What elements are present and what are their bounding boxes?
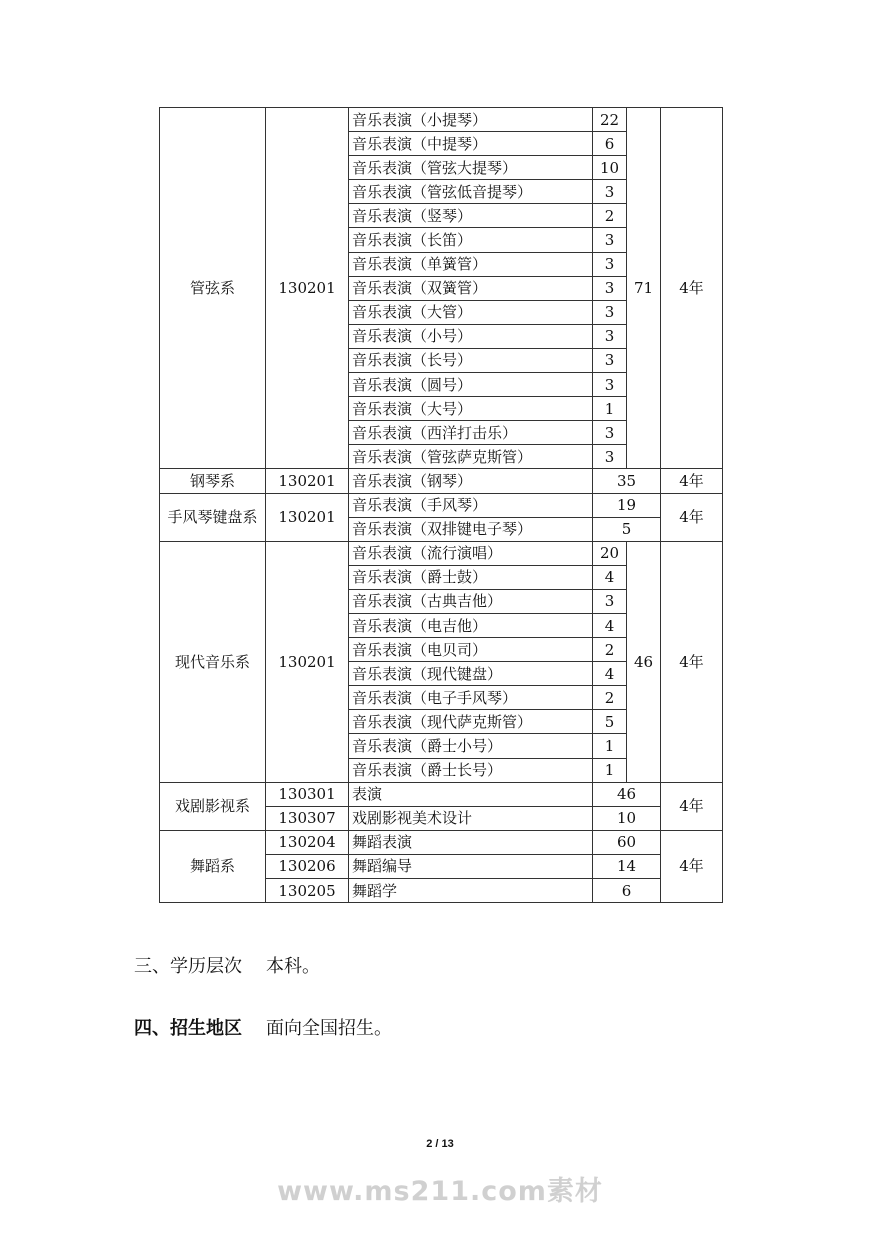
count-cell: 5 bbox=[593, 517, 661, 541]
major-name-cell: 音乐表演（单簧管） bbox=[349, 252, 593, 276]
count-cell: 3 bbox=[593, 300, 627, 324]
major-name-cell: 音乐表演（爵士小号） bbox=[349, 734, 593, 758]
count-cell: 19 bbox=[593, 493, 661, 517]
major-code-cell: 130206 bbox=[266, 854, 349, 878]
dept-cell: 舞蹈系 bbox=[160, 830, 266, 902]
count-cell: 1 bbox=[593, 397, 627, 421]
dept-cell: 戏剧影视系 bbox=[160, 782, 266, 830]
count-cell: 2 bbox=[593, 204, 627, 228]
major-code-cell: 130201 bbox=[266, 469, 349, 493]
count-cell: 1 bbox=[593, 758, 627, 782]
table-row bbox=[160, 108, 723, 132]
major-name-cell: 舞蹈学 bbox=[349, 879, 593, 903]
count-cell: 22 bbox=[593, 108, 627, 132]
dept-cell: 现代音乐系 bbox=[160, 541, 266, 782]
major-name-cell: 音乐表演（大管） bbox=[349, 300, 593, 324]
major-code-cell: 130301 bbox=[266, 782, 349, 806]
years-cell: 4年 bbox=[661, 108, 723, 469]
table-row bbox=[160, 493, 723, 517]
count-cell: 3 bbox=[593, 324, 627, 348]
section-heading: 三、学历层次 bbox=[134, 956, 242, 977]
major-name-cell: 音乐表演（大号） bbox=[349, 397, 593, 421]
dept-cell: 手风琴键盘系 bbox=[160, 493, 266, 541]
count-cell: 3 bbox=[593, 348, 627, 372]
major-name-cell: 音乐表演（双排键电子琴） bbox=[349, 517, 593, 541]
count-cell: 3 bbox=[593, 228, 627, 252]
watermark: www.ms211.com素材 bbox=[277, 1176, 603, 1207]
major-name-cell: 音乐表演（管弦大提琴） bbox=[349, 156, 593, 180]
years-cell: 4年 bbox=[661, 782, 723, 830]
major-code-cell: 130201 bbox=[266, 493, 349, 541]
major-name-cell: 音乐表演（双簧管） bbox=[349, 276, 593, 300]
major-name-cell: 音乐表演（手风琴） bbox=[349, 493, 593, 517]
years-cell: 4年 bbox=[661, 469, 723, 493]
major-code-cell: 130205 bbox=[266, 879, 349, 903]
major-name-cell: 戏剧影视美术设计 bbox=[349, 806, 593, 830]
major-name-cell: 音乐表演（小提琴） bbox=[349, 108, 593, 132]
major-name-cell: 舞蹈表演 bbox=[349, 830, 593, 854]
major-code-cell: 130307 bbox=[266, 806, 349, 830]
count-cell: 3 bbox=[593, 589, 627, 613]
major-name-cell: 音乐表演（中提琴） bbox=[349, 132, 593, 156]
count-cell: 20 bbox=[593, 541, 627, 565]
count-cell: 3 bbox=[593, 373, 627, 397]
table-row bbox=[160, 782, 723, 806]
major-name-cell: 音乐表演（管弦萨克斯管） bbox=[349, 445, 593, 469]
education-level-section bbox=[134, 952, 320, 978]
section-heading: 四、招生地区 bbox=[134, 1018, 242, 1039]
count-cell: 6 bbox=[593, 132, 627, 156]
dept-cell: 管弦系 bbox=[160, 108, 266, 469]
admission-table bbox=[159, 107, 723, 903]
years-cell: 4年 bbox=[661, 493, 723, 541]
major-name-cell: 音乐表演（钢琴） bbox=[349, 469, 593, 493]
major-name-cell: 音乐表演（现代萨克斯管） bbox=[349, 710, 593, 734]
major-name-cell: 音乐表演（流行演唱） bbox=[349, 541, 593, 565]
total-count-cell: 46 bbox=[627, 541, 661, 782]
count-cell: 2 bbox=[593, 638, 627, 662]
count-cell: 3 bbox=[593, 421, 627, 445]
count-cell: 6 bbox=[593, 879, 661, 903]
major-name-cell: 音乐表演（小号） bbox=[349, 324, 593, 348]
count-cell: 60 bbox=[593, 830, 661, 854]
count-cell: 46 bbox=[593, 782, 661, 806]
major-name-cell: 音乐表演（管弦低音提琴） bbox=[349, 180, 593, 204]
major-name-cell: 音乐表演（长笛） bbox=[349, 228, 593, 252]
table-row bbox=[160, 469, 723, 493]
major-name-cell: 音乐表演（现代键盘） bbox=[349, 662, 593, 686]
count-cell: 5 bbox=[593, 710, 627, 734]
major-code-cell: 130201 bbox=[266, 108, 349, 469]
major-name-cell: 音乐表演（电吉他） bbox=[349, 613, 593, 637]
total-count-cell: 71 bbox=[627, 108, 661, 469]
dept-cell: 钢琴系 bbox=[160, 469, 266, 493]
count-cell: 10 bbox=[593, 806, 661, 830]
count-cell: 10 bbox=[593, 156, 627, 180]
major-name-cell: 音乐表演（西洋打击乐） bbox=[349, 421, 593, 445]
enrollment-region-section bbox=[134, 1014, 392, 1040]
section-value: 面向全国招生。 bbox=[266, 1018, 392, 1039]
count-cell: 3 bbox=[593, 276, 627, 300]
count-cell: 3 bbox=[593, 252, 627, 276]
major-name-cell: 音乐表演（长号） bbox=[349, 348, 593, 372]
major-name-cell: 表演 bbox=[349, 782, 593, 806]
count-cell: 2 bbox=[593, 686, 627, 710]
major-name-cell: 音乐表演（古典吉他） bbox=[349, 589, 593, 613]
count-cell: 1 bbox=[593, 734, 627, 758]
count-cell: 3 bbox=[593, 445, 627, 469]
table-row bbox=[160, 541, 723, 565]
years-cell: 4年 bbox=[661, 541, 723, 782]
page-number: 2 / 13 bbox=[426, 1138, 454, 1150]
major-code-cell: 130201 bbox=[266, 541, 349, 782]
table-row bbox=[160, 830, 723, 854]
major-name-cell: 音乐表演（圆号） bbox=[349, 373, 593, 397]
count-cell: 14 bbox=[593, 854, 661, 878]
major-code-cell: 130204 bbox=[266, 830, 349, 854]
major-name-cell: 音乐表演（电子手风琴） bbox=[349, 686, 593, 710]
major-name-cell: 舞蹈编导 bbox=[349, 854, 593, 878]
count-cell: 4 bbox=[593, 565, 627, 589]
section-value: 本科。 bbox=[266, 956, 320, 977]
count-cell: 4 bbox=[593, 662, 627, 686]
major-name-cell: 音乐表演（电贝司） bbox=[349, 638, 593, 662]
count-cell: 3 bbox=[593, 180, 627, 204]
major-name-cell: 音乐表演（爵士鼓） bbox=[349, 565, 593, 589]
count-cell: 35 bbox=[593, 469, 661, 493]
count-cell: 4 bbox=[593, 613, 627, 637]
major-name-cell: 音乐表演（爵士长号） bbox=[349, 758, 593, 782]
years-cell: 4年 bbox=[661, 830, 723, 902]
major-name-cell: 音乐表演（竖琴） bbox=[349, 204, 593, 228]
